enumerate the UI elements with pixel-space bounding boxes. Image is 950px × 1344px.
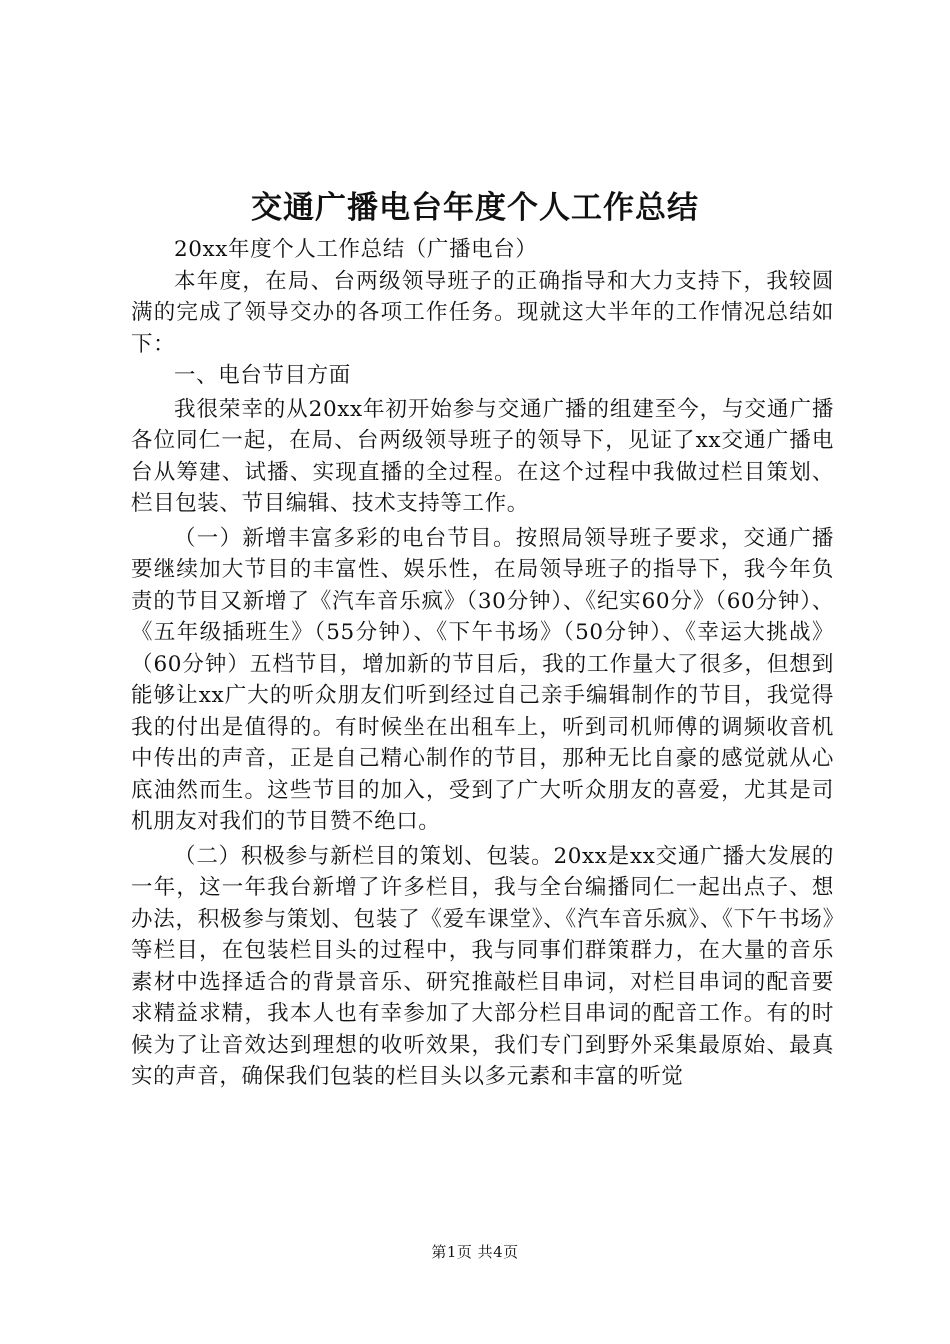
body-paragraph: （一）新增丰富多彩的电台节目。按照局领导班子要求，交通广播要继续加大节目的丰富性、娱乐性，在局领导班子的指导下，我今年负责的节目又新增了《汽车音乐疯》（30分钟）、《纪实60分》（60分钟）、《五年级插班生》（55分钟）、《下午书场》（50分钟）、《幸运大挑战》（60分钟）五档节目，增加新的节目后，我的工作量大了很多，但想到能够让xx广大的听众朋友们听到经过自己亲手编辑制作的节目，我觉得我的付出是值得的。有时候坐在出租车上，听到司机师傅的调频收音机中传出的声音，正是自己精心制作的节目，那种无比自豪的感觉就从心底油然而生。这些节目的加入，受到了广大听众朋友的喜爱，尤其是司机朋友对我们的节目赞不绝口。 xyxy=(131,525,834,834)
subtitle-paragraph: 20xx年度个人工作总结（广播电台） xyxy=(174,237,538,262)
body-paragraph: （二）积极参与新栏目的策划、包装。20xx是xx交通广播大发展的一年，这一年我台新增了许多栏目，我与全台编播同仁一起出点子、想办法，积极参与策划、包装了《爱车课堂》、《汽车音乐疯》、《下午书场》等栏目，在包装栏目头的过程中，我与同事们群策群力，在大量的音乐素材中选择适合的背景音乐、研究推敲栏目串词，对栏目串词的配音要求精益求精，我本人也有幸参加了大部分栏目串词的配音工作。有的时候为了让音效达到理想的收听效果，我们专门到野外采集最原始、最真实的声音，确保我们包装的栏目头以多元素和丰富的听觉 xyxy=(131,843,834,1089)
page-number-footer: 第1页 共4页 xyxy=(431,1243,519,1261)
document-body xyxy=(131,234,834,1093)
section-heading: 一、电台节目方面 xyxy=(174,363,351,388)
body-paragraph: 我很荣幸的从20xx年初开始参与交通广播的组建至今，与交通广播各位同仁一起，在局、台两级领导班子的领导下，见证了xx交通广播电台从筹建、试播、实现直播的全过程。在这个过程中我做过栏目策划、栏目包装、节目编辑、技术支持等工作。 xyxy=(131,396,834,516)
document-title: 交通广播电台年度个人工作总结 xyxy=(251,190,699,226)
intro-paragraph: 本年度，在局、台两级领导班子的正确指导和大力支持下，我较圆满的完成了领导交办的各项工作任务。现就这大半年的工作情况总结如下： xyxy=(131,268,834,357)
